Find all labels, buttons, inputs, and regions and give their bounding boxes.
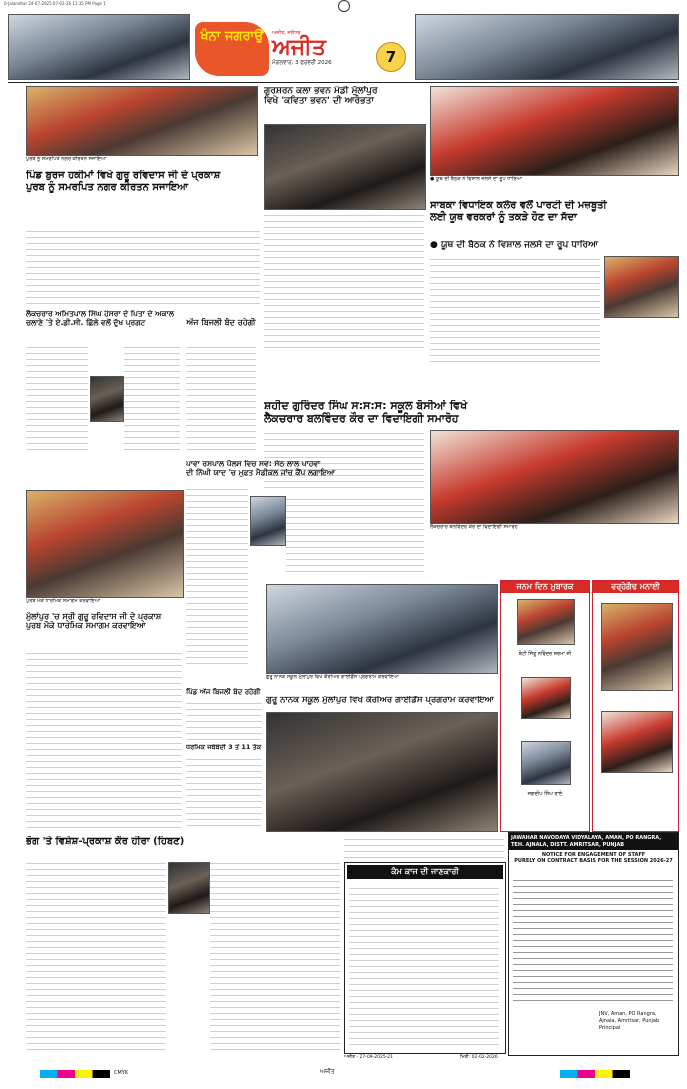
masthead-divider: [8, 82, 677, 83]
masthead-right-photo: [415, 14, 679, 80]
kavita-bhawan-headline-1: ਗੁਰਸ਼ਰਨ ਕਲਾ ਭਵਨ ਮੰਡੀ ਮੁੱਲਾਂਪੁਰ: [264, 86, 378, 96]
lecturer-body-right: [124, 344, 180, 454]
mla-meeting-subhead: ● ਯੂਥ ਦੀ ਬੈਠਕ ਨੇ ਵਿਸ਼ਾਲ ਜਲਸੇ ਦਾ ਰੂਪ ਧਾਰਿਆ: [430, 240, 598, 250]
school-notice-2: PURELY ON CONTRACT BASIS FOR THE SESSION 2026-27: [514, 858, 673, 864]
nishkaam-headline: ਧਰਮਿਕ ਜਥੇਬੰਦੀ 3 ਤੋਂ 11 ਤੱਕ: [186, 744, 262, 751]
page-footer: ਅਜੀਤ: [320, 1068, 335, 1075]
bottom-date: ਮਿਤੀ: 02-02-2026: [460, 1055, 498, 1060]
cmyk-label: CMYK: [114, 1070, 129, 1076]
pind-headline: ਪਿੰਡ ਅੱਜ ਬਿਜਲੀ ਬੰਦ ਰਹੇਗੀ: [186, 688, 261, 696]
masthead-title: ਅਜੀਤ: [272, 35, 326, 60]
career-guidance-photo-top: [266, 584, 498, 674]
bhog-body: [26, 860, 166, 1050]
school-notice: NOTICE FOR ENGAGEMENT OF STAFF: [541, 852, 646, 858]
page-number-badge: 7: [376, 42, 406, 72]
school-name-1: JAWAHAR NAVODAYA VIDYALAYA, AMAN, PO RANGRA,: [511, 835, 662, 841]
career-guidance-caption: [266, 674, 496, 692]
school-ad-table: [513, 875, 673, 1005]
guru-nanak-school-headline: ਗੁਰੂ ਨਾਨਕ ਸਕੂਲ ਮੁੱਲਾਂਪੁਰ ਵਿਖੇ ਕੈਰੀਅਰ ਗਾਈਡੈਂਸ ਪ੍ਰੋਗਰਾਮ ਕਰਵਾਇਆ: [266, 696, 494, 705]
masthead-date: ਮੰਗਲਵਾਰ, 3 ਫਰਵਰੀ 2026: [272, 60, 332, 66]
burj-hakima-body: [26, 228, 260, 306]
nagar-kirtan-caption: [26, 156, 256, 168]
lecturer-portrait: [90, 376, 124, 422]
print-slug: 0-Jalandhar 24-07-2025 07-02-26 11:35 PM Page 1: [4, 1, 106, 6]
bhog-portrait: [168, 862, 210, 914]
birthday-name: ਜਗਦੀਪ ਸਿੰਘ ਰਾਏ: [527, 791, 563, 797]
mullanpur-prakash-headline-1: ਮੁੱਲਾਂਪੁਰ 'ਚ ਸ੍ਰੀ ਗੁਰੂ ਰਵਿਦਾਸ ਜੀ ਦੇ ਪ੍ਰਕਾਸ਼: [26, 612, 162, 621]
mla-meeting-inset-photo: [604, 256, 679, 318]
burj-hakima-headline-1: ਪਿੰਡ ਬੁਰਜ ਹਕੀਮਾਂ ਵਿਖੇ ਗੁਰੂ ਰਵਿਦਾਸ ਜੀ ਦੇ ਪ੍ਰਕਾਸ਼: [26, 170, 221, 181]
medical-camp-headline-1: ਪਾਵਾ ਰਸਪਾਲ ਪੈਲਸ ਵਿਚ ਸਵ: ਸੇਠ ਲਾਲ ਪਾਹਵਾ: [186, 460, 321, 468]
nishkaam-body: [186, 756, 262, 830]
school-name-2: TEH. AJNALA, DISTT. AMRITSAR, PUNJAB: [511, 841, 625, 848]
mla-meeting-headline-2: ਲਈ ਯੂਥ ਵਰਕਰਾਂ ਨੂੰ ਤਕੜੇ ਹੋਣ ਦਾ ਸੱਦਾ: [430, 211, 577, 223]
youth-meeting-caption: [430, 176, 677, 190]
bijli-body: [186, 344, 256, 454]
nagar-kirtan-photo: [26, 86, 258, 156]
kavita-bhawan-body: [264, 212, 424, 352]
farewell-caption: [430, 524, 677, 534]
kavita-bhawan-headline-2: ਵਿਖੇ 'ਕਵਿਤਾ ਭਵਨ' ਦੀ ਆਰੰਭਤਾ: [264, 96, 374, 107]
burj-hakima-headline-2: ਪੁਰਬ ਨੂੰ ਸਮਰਪਿਤ ਨਗਰ ਕੀਰਤਨ ਸਜਾਇਆ: [26, 181, 189, 193]
cmyk-bar-right: [560, 1070, 630, 1078]
lecturer-body-left: [26, 344, 88, 454]
anniversary-photo-1: [601, 603, 673, 691]
anniversary-label: ਵਰ੍ਹੇਗੰਢ ਮਨਾਈ: [593, 581, 678, 593]
school-footer-2: Ajnala, Amritsar, Punjab: [599, 1018, 660, 1024]
birthday-photo-3: [521, 741, 571, 785]
pind-body: [186, 700, 262, 740]
school-ad-footer: [599, 1011, 675, 1032]
shaheed-school-headline-1: ਸ਼ਹੀਦ ਗੁਰਿੰਦਰ ਸਿੰਘ ਸ:ਸ:ਸ: ਸਕੂਲ ਬੋਸੀਆਂ ਵਿਖੇ: [264, 400, 468, 412]
birthday-wish: ਬੇਟੀ ਜਿੱਤੂ ਨਵਿੰਦਰ ਸ਼ਰਮਾ ਜੀ: [518, 651, 572, 657]
shaheed-school-headline: [264, 400, 677, 425]
school-footer-3: Principal: [599, 1025, 621, 1031]
mla-meeting-headline: [430, 200, 677, 223]
registration-mark: [338, 0, 350, 12]
birthday-ad: [500, 580, 590, 832]
masthead-title-left: ਖੰਨਾ ਜਗਰਾਉਂ: [200, 29, 264, 44]
farewell-photo: [430, 430, 679, 524]
caption-text: ਲੈਕਚਰਾਰ ਬਲਵਿੰਦਰ ਕੌਰ ਦਾ ਵਿਦਾਇਗੀ ਸਮਾਰੋਹ: [430, 524, 518, 530]
bottom-ref: ਅਜੀਤ - 27-09-2025-21: [344, 1055, 394, 1060]
mla-meeting-body: [430, 256, 600, 366]
medical-camp-portrait: [250, 496, 286, 546]
career-guidance-photo-bottom: [266, 712, 498, 832]
medical-camp-body: [186, 486, 248, 666]
anniversary-photo-2: [601, 711, 673, 773]
caption-text: ਪੁਰਬ ਮੌਕੇ ਧਾਰਮਿਕ ਸਮਾਗਮ ਕਰਵਾਇਆ: [26, 598, 101, 604]
kavita-bhawan-headline: [264, 86, 424, 107]
school-footer-1: JNV, Aman, PO Rangra,: [599, 1011, 657, 1017]
anniversary-ad: [592, 580, 679, 832]
birthday-photo: [517, 599, 575, 645]
shaheed-school-headline-2: ਲੈਕਚਰਾਰ ਬਲਵਿੰਦਰ ਕੌਰ ਦਾ ਵਿਦਾਇਗੀ ਸਮਾਰੋਹ: [264, 411, 459, 425]
cmyk-bar: [40, 1070, 110, 1078]
youth-meeting-photo: [430, 86, 679, 176]
mullanpur-prakash-body: [26, 650, 182, 830]
kavita-bhawan-photo: [264, 124, 426, 210]
school-ad-header: [509, 833, 678, 850]
mullanpur-prakash-headline: [26, 612, 182, 630]
masthead-subtitle-wrap: [272, 30, 372, 67]
burj-hakima-headline: [26, 170, 260, 193]
masthead-left-photo: [8, 14, 190, 80]
mla-meeting-headline-1: ਸਾਬਕਾ ਵਿਧਾਇਕ ਕਲੇਰ ਵਲੋਂ ਪਾਰਟੀ ਦੀ ਮਜ਼ਬੂਤੀ: [430, 200, 607, 211]
medical-camp-body-right: [286, 496, 424, 576]
school-ad: [508, 832, 679, 1056]
classified-body: [349, 885, 499, 1045]
gurdwara-photo: [26, 490, 184, 598]
masthead-khanna-badge: [195, 22, 269, 76]
caption-text: ਪੁਰਬ ਨੂੰ ਸਮਰਪਿਤ ਨਗਰ ਕੀਰਤਨ ਸਜਾਇਆ: [26, 156, 107, 162]
caption-text: ● ਯੂਥ ਦੀ ਬੈਠਕ ਨੇ ਵਿਸ਼ਾਲ ਜਲਸੇ ਦਾ ਰੂਪ ਧਾਰਿਆ: [430, 176, 522, 182]
caption-text: ਗੁਰੂ ਨਾਨਕ ਸਕੂਲ ਮੁੱਲਾਂਪੁਰ ਵਿਖੇ ਕੈਰੀਅਰ ਗਾਈਡੈਂਸ ਪ੍ਰੋਗਰਾਮ ਕਰਵਾਇਆ: [266, 674, 399, 680]
mullanpur-prakash-headline-2: ਪੁਰਬ ਮੌਕੇ ਧਾਰਮਿਕ ਸਮਾਗਮ ਕਰਵਾਇਆ: [26, 621, 146, 631]
gurdwara-caption: [26, 598, 182, 608]
medical-camp-headline-2: ਦੀ ਨਿੱਘੀ ਯਾਦ 'ਚ ਮੁਫ਼ਤ ਮੈਡੀਕਲ ਜਾਂਚ ਕੈਂਪ ਲਗਾਇਆ: [186, 467, 336, 477]
classified-box: [344, 862, 506, 1054]
bhog-body-right: [210, 860, 340, 1050]
lecturer-headline: ਲੈਕਚਰਾਰ ਅਮਿਤਪਾਲ ਸਿੰਘ ਹੰਸਰਾ ਦੇ ਪਿਤਾ ਦੇ ਅਕਾਲ ਚਲਾਣੇ 'ਤੇ ਏ.ਡੀ.ਸੀ. ਛਿੱਲੇ ਵਲੋਂ ਦੁੱਖ ਪ੍ਰਗਟ: [26, 310, 174, 327]
birthday-photo-2: [521, 677, 571, 719]
bhog-headline: ਭੋਗ 'ਤੇ ਵਿਸ਼ੇਸ਼-ਪ੍ਰਕਾਸ਼ ਕੌਰ ਹੀਰਾ (ਹਿਬਣ): [26, 836, 185, 847]
classified-top-text: [344, 836, 504, 860]
masthead-subtitle: ਅਜੀਤ, ਜਲੰਧਰ: [272, 30, 301, 36]
medical-camp-headline: [186, 460, 424, 477]
birthday-label: ਜਨਮ ਦਿਨ ਮੁਬਾਰਕ: [501, 581, 589, 593]
bijli-headline: ਅੱਜ ਬਿਜਲੀ ਬੰਦ ਰਹੇਗੀ: [186, 318, 256, 327]
classified-banner: ਕੰਮ ਕਾਜ ਦੀ ਜਾਣਕਾਰੀ: [347, 865, 503, 879]
